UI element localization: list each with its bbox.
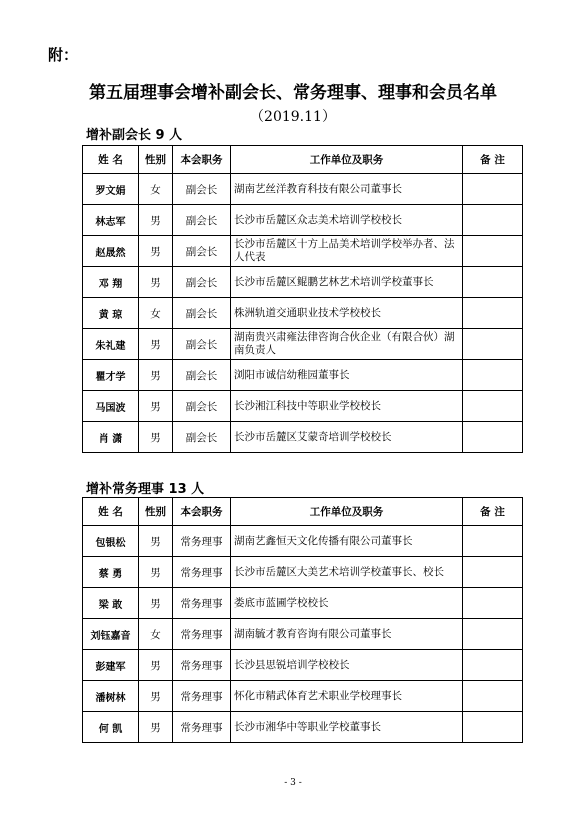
member-note	[463, 557, 523, 588]
document-title: 第五届理事会增补副会长、常务理事、理事和会员名单	[89, 83, 497, 103]
vice-presidents-body	[83, 174, 523, 453]
table-row	[83, 267, 523, 298]
member-note	[463, 650, 523, 681]
vice-presidents-table	[82, 145, 523, 453]
header-gender: 性别	[139, 498, 173, 526]
table-row	[83, 422, 523, 453]
table-row	[83, 681, 523, 712]
header-name: 姓 名	[83, 146, 139, 174]
member-role: 副会长	[173, 391, 231, 422]
section-title-vice-presidents: 增补副会长 9 人	[86, 128, 183, 143]
header-unit: 工作单位及职务	[231, 146, 463, 174]
member-gender: 男	[139, 267, 173, 298]
member-note	[463, 588, 523, 619]
member-gender: 男	[139, 650, 173, 681]
member-name: 何 凯	[83, 712, 139, 743]
member-note	[463, 619, 523, 650]
member-name: 林志军	[83, 205, 139, 236]
member-unit: 怀化市精武体育艺术职业学校理事长	[231, 681, 463, 712]
member-name: 彭建军	[83, 650, 139, 681]
table-row	[83, 205, 523, 236]
table-header-row	[83, 146, 523, 174]
member-role: 副会长	[173, 329, 231, 360]
member-name: 邓 翔	[83, 267, 139, 298]
member-name: 潘树林	[83, 681, 139, 712]
table-row	[83, 298, 523, 329]
member-unit: 湖南艺鑫恒天文化传播有限公司董事长	[231, 526, 463, 557]
member-role: 常务理事	[173, 681, 231, 712]
member-gender: 男	[139, 329, 173, 360]
table-row	[83, 360, 523, 391]
member-role: 常务理事	[173, 650, 231, 681]
header-note: 备 注	[463, 146, 523, 174]
member-gender: 男	[139, 681, 173, 712]
member-note	[463, 712, 523, 743]
member-unit: 长沙县思锐培训学校校长	[231, 650, 463, 681]
header-unit: 工作单位及职务	[231, 498, 463, 526]
member-role: 副会长	[173, 298, 231, 329]
member-gender: 男	[139, 712, 173, 743]
member-note	[463, 236, 523, 267]
member-name: 刘钰嘉音	[83, 619, 139, 650]
member-note	[463, 174, 523, 205]
member-role: 常务理事	[173, 712, 231, 743]
table-row	[83, 650, 523, 681]
member-note	[463, 526, 523, 557]
header-gender: 性别	[139, 146, 173, 174]
member-gender: 女	[139, 619, 173, 650]
member-unit: 长沙市岳麓区艾蒙奇培训学校校长	[231, 422, 463, 453]
member-note	[463, 422, 523, 453]
table-row	[83, 174, 523, 205]
table-row	[83, 329, 523, 360]
header-role: 本会职务	[173, 146, 231, 174]
table-row	[83, 391, 523, 422]
member-unit: 株洲轨道交通职业技术学校校长	[231, 298, 463, 329]
member-unit: 湖南艺丝洋教育科技有限公司董事长	[231, 174, 463, 205]
member-note	[463, 360, 523, 391]
member-name: 蔡 勇	[83, 557, 139, 588]
member-gender: 男	[139, 391, 173, 422]
member-unit: 长沙市岳麓区十方上品美术培训学校举办者、法人代表	[231, 236, 463, 267]
member-unit: 长沙市湘华中等职业学校董事长	[231, 712, 463, 743]
member-name: 朱礼建	[83, 329, 139, 360]
table-row	[83, 236, 523, 267]
member-role: 常务理事	[173, 526, 231, 557]
member-unit: 湖南贵兴肃雍法律咨询合伙企业（有限合伙）湖南负责人	[231, 329, 463, 360]
member-role: 副会长	[173, 267, 231, 298]
member-gender: 男	[139, 588, 173, 619]
member-name: 马国波	[83, 391, 139, 422]
member-role: 副会长	[173, 205, 231, 236]
table-row	[83, 619, 523, 650]
table-row	[83, 588, 523, 619]
member-unit: 长沙市岳麓区鲲鹏艺林艺术培训学校董事长	[231, 267, 463, 298]
attachment-label: 附：	[48, 46, 79, 64]
member-gender: 男	[139, 236, 173, 267]
document-date: （2019.11）	[250, 109, 336, 125]
section-title-standing-directors: 增补常务理事 13 人	[86, 482, 205, 497]
member-role: 副会长	[173, 236, 231, 267]
member-gender: 男	[139, 526, 173, 557]
member-name: 梁 敢	[83, 588, 139, 619]
header-role: 本会职务	[173, 498, 231, 526]
member-note	[463, 391, 523, 422]
standing-directors-body	[83, 526, 523, 743]
header-name: 姓 名	[83, 498, 139, 526]
header-note: 备 注	[463, 498, 523, 526]
member-gender: 男	[139, 422, 173, 453]
member-note	[463, 267, 523, 298]
member-unit: 长沙市岳麓区众志美术培训学校校长	[231, 205, 463, 236]
member-role: 副会长	[173, 174, 231, 205]
member-note	[463, 298, 523, 329]
standing-directors-table	[82, 497, 523, 743]
member-unit: 娄底市蓝圃学校校长	[231, 588, 463, 619]
member-role: 副会长	[173, 422, 231, 453]
member-unit: 浏阳市诚信幼稚园董事长	[231, 360, 463, 391]
member-role: 常务理事	[173, 588, 231, 619]
table-row	[83, 557, 523, 588]
member-note	[463, 681, 523, 712]
member-name: 罗文娟	[83, 174, 139, 205]
member-unit: 长沙湘江科技中等职业学校校长	[231, 391, 463, 422]
member-note	[463, 205, 523, 236]
member-note	[463, 329, 523, 360]
member-role: 副会长	[173, 360, 231, 391]
member-gender: 男	[139, 557, 173, 588]
table-row	[83, 526, 523, 557]
member-name: 瞿才学	[83, 360, 139, 391]
member-gender: 女	[139, 298, 173, 329]
member-role: 常务理事	[173, 557, 231, 588]
table-header-row	[83, 498, 523, 526]
table-row	[83, 712, 523, 743]
member-name: 黄 琼	[83, 298, 139, 329]
member-unit: 长沙市岳麓区大美艺术培训学校董事长、校长	[231, 557, 463, 588]
member-name: 包银松	[83, 526, 139, 557]
member-gender: 男	[139, 360, 173, 391]
member-name: 赵晟然	[83, 236, 139, 267]
member-role: 常务理事	[173, 619, 231, 650]
member-gender: 男	[139, 205, 173, 236]
member-gender: 女	[139, 174, 173, 205]
member-name: 肖 潇	[83, 422, 139, 453]
member-unit: 湖南毓才教育咨询有限公司董事长	[231, 619, 463, 650]
page-number: - 3 -	[284, 778, 302, 788]
